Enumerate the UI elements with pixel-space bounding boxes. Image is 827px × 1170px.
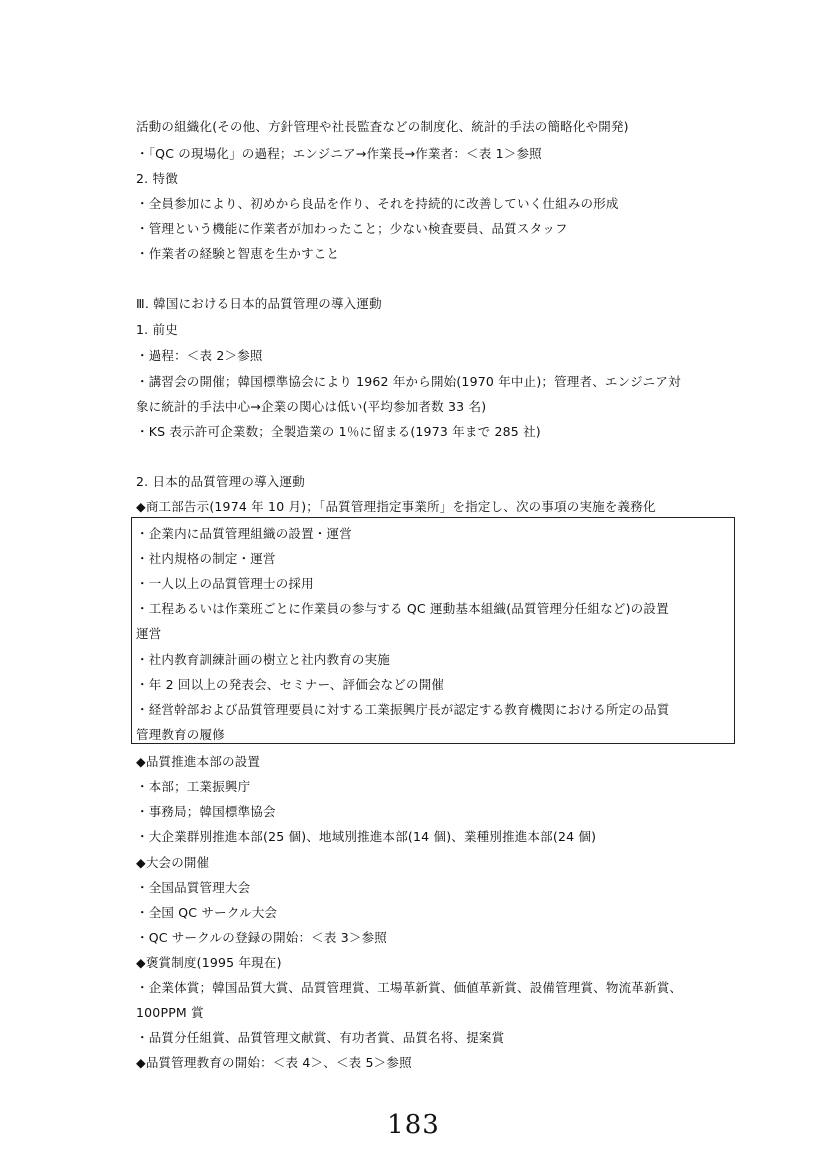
box-item: ・経営幹部および品質管理要員に対する工業振興庁長が認定する教育機関における所定の品質 (136, 702, 670, 717)
box-item: 運営 (136, 626, 162, 641)
page-number: 183 (387, 1110, 440, 1140)
text-line: ・全国 QC サークル大会 (136, 905, 278, 920)
text-line: ・大企業群別推進本部(25 個)、地域別推進本部(14 個)、業種別推進本部(24 個) (136, 829, 597, 844)
text-line: ◆品質推進本部の設置 (136, 754, 261, 769)
section-heading: 2. 特徴 (136, 171, 178, 186)
box-item: ・企業内に品質管理組織の設置・運営 (136, 526, 352, 541)
text-line: ・講習会の開催；韓国標準協会により 1962 年から開始(1970 年中止)；管理者、エンジニア対 (136, 374, 681, 389)
box-item: 管理教育の履修 (136, 727, 225, 742)
text-line: ◆商工部告示(1974 年 10 月)；「品質管理指定事業所」を指定し、次の事項の実施を義務化 (136, 499, 656, 514)
box-item: ・社内教育訓練計画の樹立と社内教育の実施 (136, 652, 391, 667)
text-line: ・作業者の経験と智恵を生かすこと (136, 246, 340, 261)
box-item: ・工程あるいは作業班ごとに作業員の参与する QC 運動基本組織(品質管理分任組など)の設置 (136, 601, 669, 616)
text-line: ・過程：＜表 2＞参照 (136, 348, 263, 363)
text-line: ◆褒賞制度(1995 年現在) (136, 955, 282, 970)
box-item: ・一人以上の品質管理士の採用 (136, 576, 314, 591)
section-heading: 1. 前史 (136, 322, 178, 337)
text-line: ◆大会の開催 (136, 855, 210, 870)
text-line: 象に統計的手法中心→企業の関心は低い(平均参加者数 33 名) (136, 399, 487, 414)
text-line: ・品質分任組賞、品質管理文献賞、有功者賞、品質名将、提案賞 (136, 1030, 505, 1045)
text-line: ・企業体賞；韓国品質大賞、品質管理賞、工場革新賞、価値革新賞、設備管理賞、物流革新賞、 (136, 980, 683, 995)
chapter-heading: Ⅲ. 韓国における日本的品質管理の導入運動 (136, 296, 382, 311)
text-line: ・管理という機能に作業者が加わったこと；少ない検査要員、品質スタッフ (136, 221, 568, 236)
text-line: ・全員参加により、初めから良品を作り、それを持続的に改善していく仕組みの形成 (136, 196, 619, 211)
text-line: ・本部；工業振興庁 (136, 779, 251, 794)
text-line: 100PPM 賞 (136, 1005, 204, 1020)
section-heading: 2. 日本的品質管理の導入運動 (136, 474, 305, 489)
box-item: ・年 2 回以上の発表会、セミナー、評価会などの開催 (136, 677, 445, 692)
text-line: ◆品質管理教育の開始：＜表 4＞、＜表 5＞参照 (136, 1055, 412, 1070)
text-line: 活動の組織化(その他、方針管理や社長監査などの制度化、統計的手法の簡略化や開発) (136, 119, 629, 134)
text-line: ・「QC の現場化」の過程；エンジニア→作業長→作業者：＜表 1＞参照 (136, 146, 542, 161)
text-line: ・KS 表示許可企業数；全製造業の 1％に留まる(1973 年まで 285 社) (136, 424, 541, 439)
text-line: ・QC サークルの登録の開始：＜表 3＞参照 (136, 930, 387, 945)
box-item: ・社内規格の制定・運営 (136, 551, 276, 566)
text-line: ・全国品質管理大会 (136, 880, 251, 895)
text-line: ・事務局；韓国標準協会 (136, 804, 276, 819)
